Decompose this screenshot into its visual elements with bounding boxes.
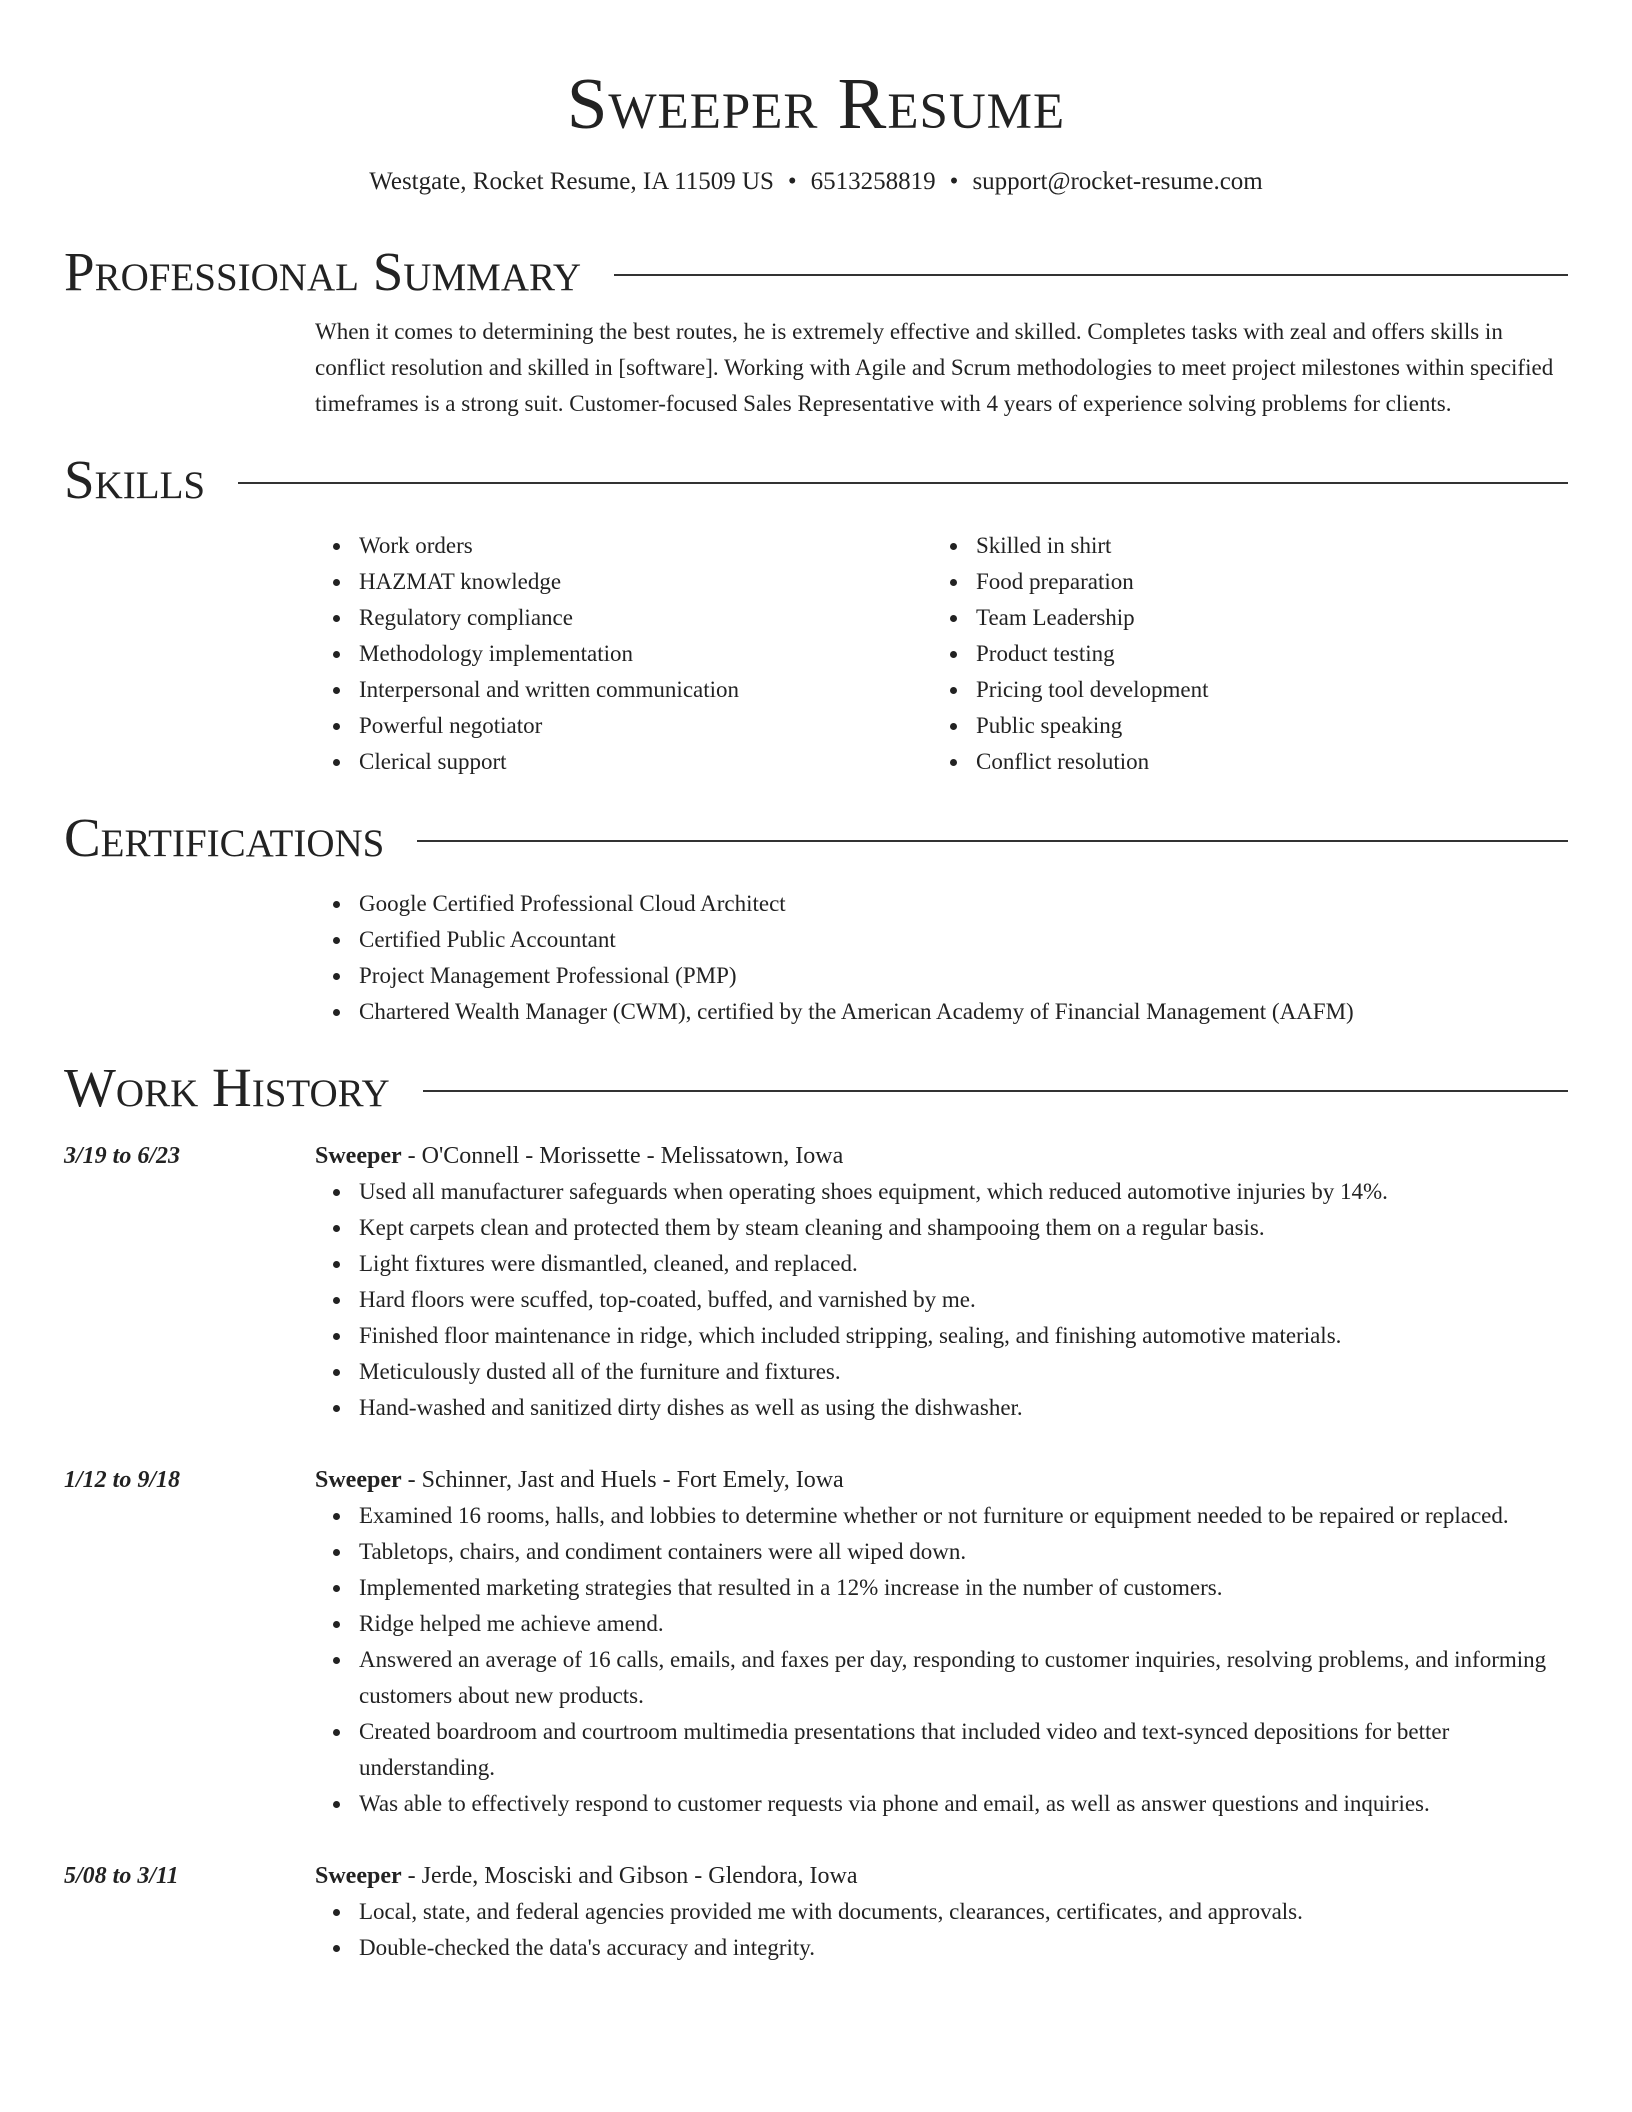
certification-item: Certified Public Accountant — [359, 922, 1568, 958]
job-bullet: Tabletops, chairs, and condiment containers were all wiped down. — [359, 1534, 1568, 1570]
skills-heading: Skills — [64, 449, 206, 510]
certification-item: Project Management Professional (PMP) — [359, 958, 1568, 994]
skill-item: Pricing tool development — [976, 672, 1549, 708]
job-dates: 3/19 to 6/23 — [64, 1143, 181, 1169]
job-bullet-list — [315, 1174, 1568, 1426]
skill-item: Work orders — [359, 528, 932, 564]
job-bullet: Hand-washed and sanitized dirty dishes as well as using the dishwasher. — [359, 1390, 1568, 1426]
job-entry — [64, 1462, 1568, 1822]
job-dates: 1/12 to 9/18 — [64, 1467, 181, 1493]
skills-column-right — [932, 528, 1549, 780]
skill-item: Skilled in shirt — [976, 528, 1549, 564]
section-divider — [614, 274, 1568, 276]
skill-item: Interpersonal and written communication — [359, 672, 932, 708]
contact-phone: 6513258819 — [810, 168, 936, 195]
job-heading — [315, 1462, 1568, 1498]
job-bullet: Used all manufacturer safeguards when operating shoes equipment, which reduced automotive injuries by 14%. — [359, 1174, 1568, 1210]
job-bullet: Hard floors were scuffed, top-coated, buffed, and varnished by me. — [359, 1282, 1568, 1318]
skill-item: Conflict resolution — [976, 744, 1549, 780]
resume-page — [64, 0, 1568, 1966]
job-employer: - O'Connell - Morissette - Melissatown, Iowa — [401, 1143, 844, 1169]
skill-item: HAZMAT knowledge — [359, 564, 932, 600]
skill-item: Team Leadership — [976, 600, 1549, 636]
job-bullet: Finished floor maintenance in ridge, which included stripping, sealing, and finishing automotive materials. — [359, 1318, 1568, 1354]
job-bullet-list — [315, 1894, 1568, 1966]
certifications-section-header — [64, 806, 1568, 870]
job-role: Sweeper — [315, 1467, 402, 1493]
skill-item: Methodology implementation — [359, 636, 932, 672]
job-employer: - Jerde, Mosciski and Gibson - Glendora, Iowa — [401, 1863, 858, 1889]
skill-item: Public speaking — [976, 708, 1549, 744]
section-divider — [238, 482, 1568, 484]
job-entry — [64, 1138, 1568, 1426]
section-divider — [423, 1090, 1568, 1092]
certifications-list — [315, 886, 1568, 1030]
job-bullet: Local, state, and federal agencies provided me with documents, clearances, certificates, and approvals. — [359, 1894, 1568, 1930]
job-bullet: Double-checked the data's accuracy and integrity. — [359, 1930, 1568, 1966]
job-body — [315, 1138, 1568, 1426]
work-history-heading: Work History — [64, 1057, 390, 1118]
job-bullet: Ridge helped me achieve amend. — [359, 1606, 1568, 1642]
job-body — [315, 1858, 1568, 1966]
job-heading — [315, 1138, 1568, 1174]
job-bullet: Answered an average of 16 calls, emails, and faxes per day, responding to customer inquiries, resolving problems, and informing customers about new products. — [359, 1642, 1568, 1714]
contact-address: Westgate, Rocket Resume, IA 11509 US — [369, 168, 774, 195]
skills-section-header — [64, 448, 1568, 512]
section-divider — [417, 840, 1568, 842]
job-bullet: Meticulously dusted all of the furniture and fixtures. — [359, 1354, 1568, 1390]
resume-title: Sweeper Resume — [566, 63, 1066, 144]
summary-section-header — [64, 240, 1568, 304]
job-bullet: Examined 16 rooms, halls, and lobbies to determine whether or not furniture or equipment needed to be repaired or replaced. — [359, 1498, 1568, 1534]
skill-item: Clerical support — [359, 744, 932, 780]
skill-item: Powerful negotiator — [359, 708, 932, 744]
skill-item: Food preparation — [976, 564, 1549, 600]
job-role: Sweeper — [315, 1863, 402, 1889]
skill-item: Regulatory compliance — [359, 600, 932, 636]
job-bullet: Implemented marketing strategies that resulted in a 12% increase in the number of customers. — [359, 1570, 1568, 1606]
certification-item: Google Certified Professional Cloud Architect — [359, 886, 1568, 922]
contact-email: support@rocket-resume.com — [972, 168, 1263, 195]
job-bullet: Created boardroom and courtroom multimedia presentations that included video and text-synced depositions for better understanding. — [359, 1714, 1568, 1786]
job-bullet: Was able to effectively respond to customer requests via phone and email, as well as answer questions and inquiries. — [359, 1786, 1568, 1822]
job-bullet-list — [315, 1498, 1568, 1822]
certification-item: Chartered Wealth Manager (CWM), certified by the American Academy of Financial Management (AAFM) — [359, 994, 1568, 1030]
contact-line — [64, 164, 1568, 200]
skill-item: Product testing — [976, 636, 1549, 672]
summary-text: When it comes to determining the best routes, he is extremely effective and skilled. Completes tasks with zeal and offers skills in conflict resolution and skilled in [software]. Working with Agile and Scrum methodologies to meet project milestones within specified timeframes is a strong suit. Customer-focused Sales Representative with 4 years of experience solving problems for clients. — [315, 319, 1554, 416]
skills-list — [315, 528, 1568, 780]
job-dates: 5/08 to 3/11 — [64, 1863, 179, 1889]
job-bullet: Kept carpets clean and protected them by steam cleaning and shampooing them on a regular basis. — [359, 1210, 1568, 1246]
job-heading — [315, 1858, 1568, 1894]
skills-column-left — [315, 528, 932, 780]
job-body — [315, 1462, 1568, 1822]
job-employer: - Schinner, Jast and Huels - Fort Emely, Iowa — [401, 1467, 844, 1493]
job-role: Sweeper — [315, 1143, 402, 1169]
job-bullet: Light fixtures were dismantled, cleaned, and replaced. — [359, 1246, 1568, 1282]
contact-separator: • — [787, 168, 797, 195]
summary-heading: Professional Summary — [64, 241, 582, 302]
job-entry — [64, 1858, 1568, 1966]
contact-separator: • — [949, 168, 959, 195]
certifications-heading: Certifications — [64, 807, 385, 868]
work-history-section-header — [64, 1056, 1568, 1120]
